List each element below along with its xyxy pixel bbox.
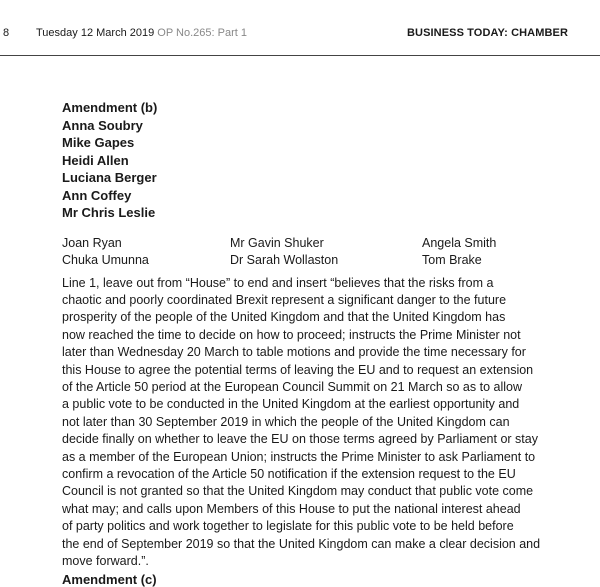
header-rule (0, 55, 600, 56)
amendment-text-line: later than Wednesday 20 March to table motions and provide the time necessary for (62, 345, 526, 360)
page-number: 8 (3, 27, 10, 39)
amendment-block (62, 99, 572, 570)
amendment-text-line: the end of September 2019 so that the United Kingdom can make a clear decision and (62, 536, 541, 551)
proposer-name: Mr Chris Leslie (62, 205, 156, 220)
supporter-name: Chuka Umunna (62, 253, 149, 267)
proposer-name: Mike Gapes (62, 135, 135, 150)
order-paper-reference: OP No.265: Part 1 (157, 27, 247, 39)
amendment-text-line: a public vote to be conducted in the United Kingdom at the earliest opportunity and (62, 397, 520, 412)
amendment-text-line: prosperity of the people of the United Kingdom and that the United Kingdom has (62, 310, 506, 325)
amendment-text-line: Line 1, leave out from “House” to end and insert “believes that the risks from a (62, 275, 494, 290)
amendment-text-line: now reached the time to decide on how to proceed; instructs the Prime Minister not (62, 327, 521, 342)
next-amendment-title: Amendment (c) (62, 572, 157, 587)
amendment-text-line: of the Article 50 period at the European Council Summit on 21 March so as to allow (62, 379, 522, 394)
amendment-text-line: confirm a revocation of the Article 50 notification if the extension request to the EU (62, 466, 516, 481)
supporter-name: Dr Sarah Wollaston (230, 253, 339, 267)
order-paper-date: Tuesday 12 March 2019 OP No.265: Part 1 (36, 27, 247, 39)
proposer-name: Anna Soubry (62, 117, 143, 133)
supporter-name: Mr Gavin Shuker (230, 235, 324, 250)
amendment-text-line: not later than 30 September 2019 in which the people of the United Kingdom can (62, 414, 510, 429)
supporter-name: Joan Ryan (62, 235, 122, 250)
section-title: BUSINESS TODAY: CHAMBER (406, 27, 568, 39)
amendment-text-line: chaotic and poorly coordinated Brexit represent a significant danger to the future (62, 292, 507, 307)
amendment-title: Amendment (b) (62, 100, 158, 115)
amendment-text-line: as a member of the European Union; instructs the Prime Minister to ask Parliament to (62, 449, 536, 464)
supporter-name: Tom Brake (422, 253, 482, 267)
amendment-text-line: what may; and calls upon Members of this House to put the national interest ahead (62, 501, 521, 516)
supporter-name: Angela Smith (422, 235, 497, 250)
proposer-name: Heidi Allen (62, 152, 129, 168)
amendment-text-line: Council is not granted so that the United Kingdom may conduct that public vote come (62, 484, 534, 499)
proposer-name: Luciana Berger (62, 170, 157, 185)
amendment-text-line: of party politics and work together to legislate for this public vote to be held before (62, 519, 514, 534)
proposer-list (62, 117, 572, 222)
proposer-name: Ann Coffey (62, 187, 132, 203)
amendment-text-line: move forward.”. (62, 554, 149, 568)
page-header (0, 0, 600, 60)
amendment-text (62, 275, 572, 571)
supporter-list (62, 235, 572, 270)
amendment-text-line: this House to agree the potential terms of leaving the EU and to request an extension (62, 362, 534, 377)
amendment-text-line: decide finally on whether to leave the EU on those terms agreed by Parliament or stay (62, 432, 538, 447)
